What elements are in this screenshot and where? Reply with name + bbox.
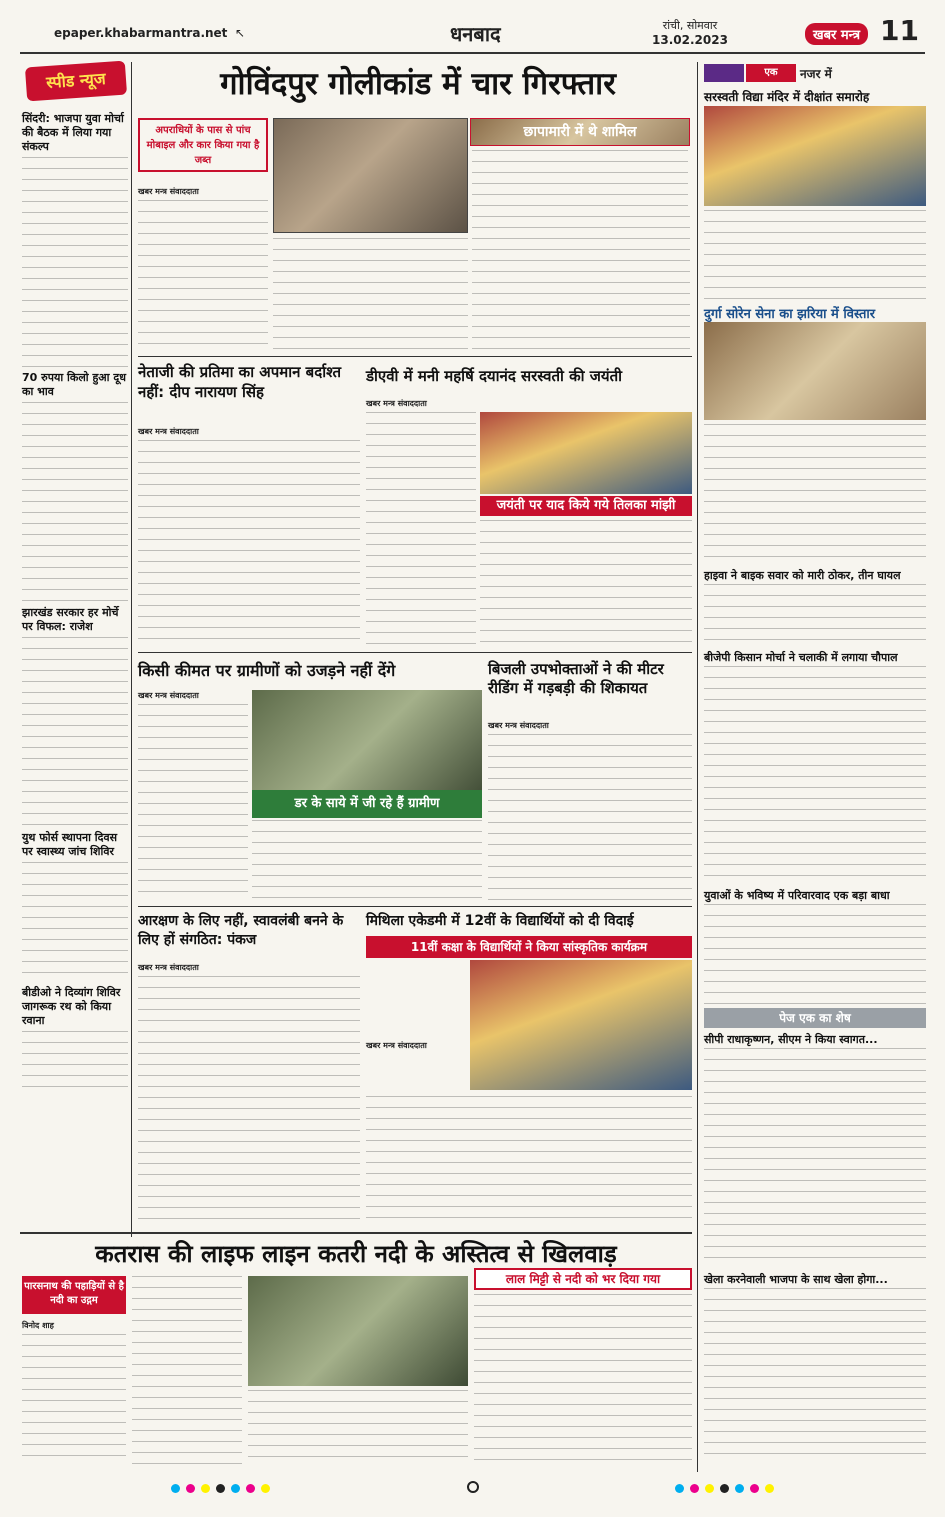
- dateline: रांची, सोमवार: [662, 19, 718, 32]
- lead-body-col1: [138, 200, 268, 350]
- durga-body: [704, 424, 926, 564]
- site-url[interactable]: epaper.khabarmantra.net: [54, 26, 228, 40]
- tag-accent: [704, 64, 744, 82]
- section-divider: [138, 356, 692, 357]
- haiwa-body: [704, 584, 926, 648]
- villagers-photo-caption: डर के साये में जी रहे हैं ग्रामीण: [252, 790, 482, 818]
- speed-item-head: बीडीओ ने दिव्यांग शिविर जागरूक रथ को किया रवाना: [22, 986, 121, 1027]
- lead-byline: खबर मन्त्र संवाददाता: [138, 187, 199, 196]
- raid-team-list: [472, 150, 688, 212]
- speed-item-body: [22, 157, 128, 367]
- raid-banner: छापामारी में थे शामिल: [523, 124, 637, 140]
- netaji-body: [138, 440, 360, 645]
- convocation-headline: सरस्वती विद्या मंदिर में दीक्षांत समारोह: [704, 90, 870, 104]
- speed-item-body: [22, 637, 128, 827]
- katri-body-col4: [474, 1294, 692, 1464]
- lead-body-col2: [273, 238, 468, 350]
- tag-one: एक: [746, 64, 796, 82]
- edition-city: धनबाद: [450, 22, 501, 46]
- tilka-body: [480, 520, 692, 646]
- meter-headline: बिजली उपभोक्ताओं ने की मीटर रीडिंग में गड़बड़ी की शिकायत: [488, 660, 664, 697]
- speed-news-column: [22, 112, 128, 1091]
- speed-item-head: झारखंड सरकार हर मोर्चे पर विफल: राजेश: [22, 606, 119, 633]
- dateline-block: [652, 18, 728, 48]
- katri-headline: कतरास की लाइफ लाइन कतरी नदी के अस्तित्व से खिलवाड़: [95, 1240, 617, 1268]
- yuva-headline: युवाओं के भविष्य में परिवारवाद एक बड़ा बाधा: [704, 889, 890, 902]
- speed-item-head: सिंदरी: भाजपा युवा मोर्चा की बैठक में लिया गया संकल्प: [22, 112, 124, 153]
- kisan-body: [704, 666, 926, 886]
- page-number: 11: [880, 14, 919, 47]
- katri-byline: विनोद शाह: [22, 1321, 54, 1330]
- katri-sub: पारसनाथ की पहाड़ियों से है नदी का उद्गम: [22, 1276, 126, 1314]
- villagers-headline: किसी कीमत पर ग्रामीणों को उजड़ने नहीं देंगे: [138, 661, 396, 680]
- speed-item-body: [22, 862, 128, 982]
- lead-callout-text: अपराधियों के पास से पांच मोबाइल और कार किया गया है जब्त: [146, 125, 260, 166]
- reservation-byline: खबर मन्त्र संवाददाता: [138, 963, 199, 972]
- durga-headline: दुर्गा सोरेन सेना का झरिया में विस्तार: [704, 307, 876, 322]
- meter-body: [488, 734, 692, 900]
- netaji-byline: खबर मन्त्र संवाददाता: [138, 427, 199, 436]
- tilka-banner: जयंती पर याद किये गये तिलका मांझी: [480, 496, 692, 516]
- kisan-headline: बीजेपी किसान मोर्चा ने चलाकी में लगाया चौपाल: [704, 651, 898, 664]
- issue-date: 13.02.2023: [652, 33, 728, 47]
- khela-body: [704, 1288, 926, 1464]
- speed-item-head: युथ फोर्स स्थापना दिवस पर स्वास्थ्य जांच शिविर: [22, 831, 118, 858]
- speed-item-body: [22, 402, 128, 602]
- mithila-photo: [470, 960, 692, 1090]
- reservation-body: [138, 976, 360, 1226]
- katri-body-col1: [22, 1334, 126, 1464]
- mithila-byline: खबर मन्त्र संवाददाता: [366, 1041, 427, 1050]
- katri-banner: लाल मिट्टी से नदी को भर दिया गया: [474, 1268, 692, 1290]
- section-divider: [20, 1232, 692, 1234]
- yuva-body: [704, 904, 926, 1004]
- speed-item-head: 70 रुपया किलो हुआ दूध का भाव: [22, 371, 126, 398]
- netaji-headline: नेताजी की प्रतिमा का अपमान बर्दाश्त नहीं: दीप नारायण सिंह: [138, 363, 342, 401]
- cp-body: [704, 1048, 926, 1268]
- registration-marks: [20, 1478, 925, 1494]
- column-divider: [697, 62, 698, 1472]
- speed-news-badge: स्पीड न्यूज: [25, 61, 127, 102]
- katri-river-photo: [248, 1276, 468, 1386]
- brand-logo: खबर मन्त्र: [805, 23, 868, 45]
- page-header: [20, 14, 925, 54]
- dav-byline: खबर मन्त्र संवाददाता: [366, 399, 427, 408]
- column-divider: [131, 62, 132, 1237]
- meter-byline: खबर मन्त्र संवाददाता: [488, 721, 549, 730]
- villagers-byline: खबर मन्त्र संवाददाता: [138, 691, 199, 700]
- dav-photo: [480, 412, 692, 494]
- dav-headline: डीएवी में मनी महर्षि दयानंद सरस्वती की जयंती: [366, 367, 623, 385]
- page-one-rest-header: पेज एक का शेष: [704, 1008, 926, 1028]
- mithila-banner: 11वीं कक्षा के विद्यार्थियों ने किया सांस्कृतिक कार्यक्रम: [366, 936, 692, 958]
- dav-body: [366, 412, 476, 646]
- mithila-body: [366, 1096, 692, 1226]
- villagers-body-col2: [252, 820, 482, 900]
- durga-photo: [704, 322, 926, 420]
- haiwa-headline: हाइवा ने बाइक सवार को मारी ठोकर, तीन घायल: [704, 569, 901, 582]
- section-divider: [138, 906, 692, 907]
- section-divider: [138, 652, 692, 653]
- lead-photo-police: [273, 118, 468, 233]
- khela-headline: खेला करनेवाली भाजपा के साथ खेला होगा...: [704, 1273, 888, 1286]
- katri-body-col3: [248, 1390, 468, 1464]
- reservation-headline: आरक्षण के लिए नहीं, स्वावलंबी बनने के लिए हों संगठित: पंकज: [138, 913, 344, 948]
- cursor-icon: ↖: [235, 26, 246, 40]
- villagers-photo: [252, 690, 482, 800]
- speed-item-body: [22, 1031, 128, 1091]
- lead-callout: [138, 118, 268, 172]
- ek-nazar-header: [704, 64, 926, 84]
- mithila-headline: मिथिला एकेडमी में 12वीं के विद्यार्थियों को दी विदाई: [366, 913, 634, 929]
- convocation-photo: [704, 106, 926, 206]
- tag-rest: नजर में: [800, 67, 832, 81]
- lead-body-col3: [472, 216, 690, 350]
- cp-headline: सीपी राधाकृष्णन, सीएम ने किया स्वागत...: [704, 1033, 878, 1046]
- lead-headline: गोविंदपुर गोलीकांड में चार गिरफ्तार: [220, 66, 616, 102]
- villagers-body-col1: [138, 704, 248, 900]
- katri-body-col2: [132, 1276, 242, 1464]
- convocation-body: [704, 210, 926, 300]
